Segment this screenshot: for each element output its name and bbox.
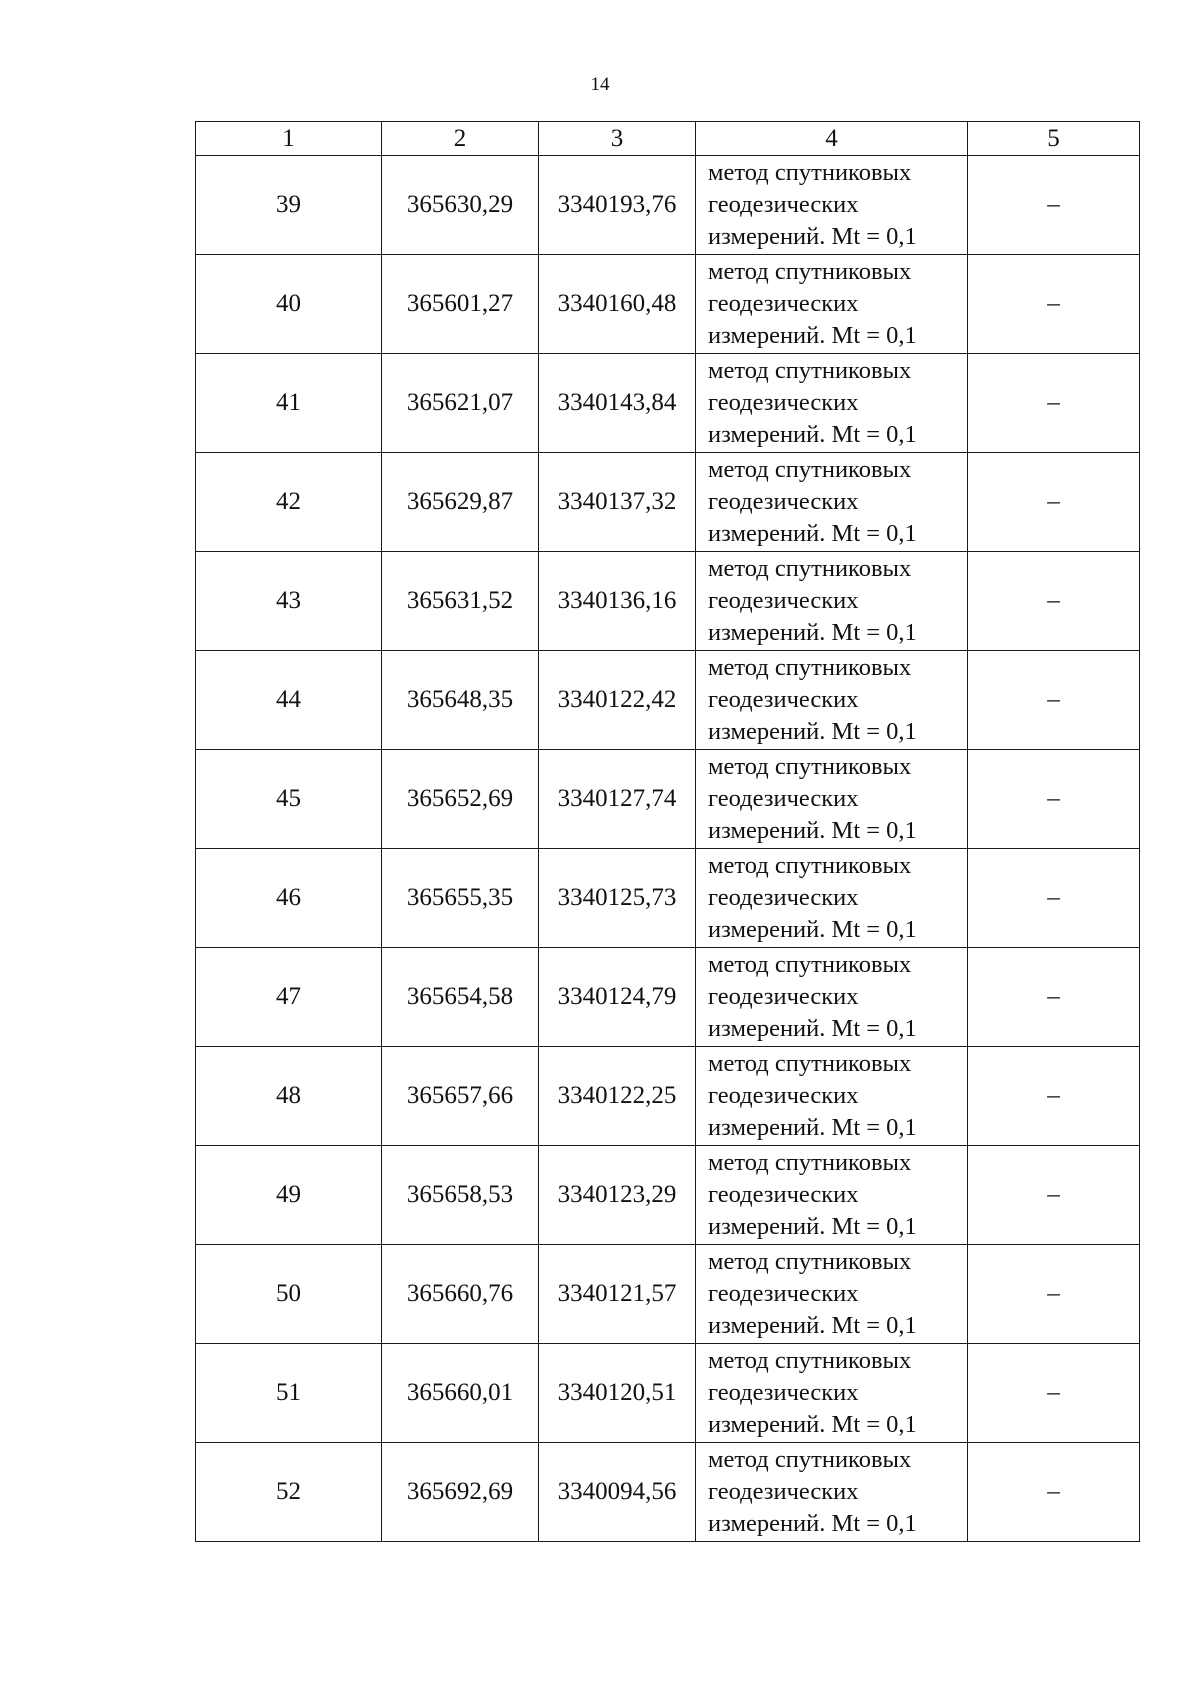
coordinates-table xyxy=(195,121,1140,1542)
point-number-cell: 40 xyxy=(196,255,382,354)
y-coordinate-cell: 3340160,48 xyxy=(539,255,696,354)
x-coordinate-cell: 365660,01 xyxy=(382,1344,539,1443)
table-row xyxy=(196,1047,1140,1146)
column-header: 2 xyxy=(382,122,539,156)
y-coordinate-cell: 3340143,84 xyxy=(539,354,696,453)
table-row xyxy=(196,255,1140,354)
note-cell: – xyxy=(968,948,1140,1047)
method-line: метод спутниковых xyxy=(708,456,912,483)
method-cell xyxy=(696,651,968,750)
method-line: измерений. Mt = 0,1 xyxy=(708,916,917,943)
method-line: геодезических xyxy=(708,1478,859,1505)
method-cell xyxy=(696,1047,968,1146)
table-row xyxy=(196,552,1140,651)
method-line: геодезических xyxy=(708,1181,859,1208)
method-line: геодезических xyxy=(708,488,859,515)
method-line: измерений. Mt = 0,1 xyxy=(708,520,917,547)
method-cell xyxy=(696,948,968,1047)
method-cell xyxy=(696,453,968,552)
table-row xyxy=(196,156,1140,255)
column-header: 5 xyxy=(968,122,1140,156)
y-coordinate-cell: 3340094,56 xyxy=(539,1443,696,1542)
note-cell: – xyxy=(968,255,1140,354)
method-line: метод спутниковых xyxy=(708,753,912,780)
method-line: метод спутниковых xyxy=(708,852,912,879)
point-number-cell: 47 xyxy=(196,948,382,1047)
method-line: измерений. Mt = 0,1 xyxy=(708,322,917,349)
note-cell: – xyxy=(968,750,1140,849)
table-header-row xyxy=(196,122,1140,156)
x-coordinate-cell: 365657,66 xyxy=(382,1047,539,1146)
method-line: геодезических xyxy=(708,389,859,416)
y-coordinate-cell: 3340120,51 xyxy=(539,1344,696,1443)
note-cell: – xyxy=(968,552,1140,651)
x-coordinate-cell: 365655,35 xyxy=(382,849,539,948)
point-number-cell: 41 xyxy=(196,354,382,453)
method-line: метод спутниковых xyxy=(708,159,912,186)
point-number-cell: 50 xyxy=(196,1245,382,1344)
y-coordinate-cell: 3340137,32 xyxy=(539,453,696,552)
method-line: геодезических xyxy=(708,983,859,1010)
note-cell: – xyxy=(968,1443,1140,1542)
method-line: измерений. Mt = 0,1 xyxy=(708,421,917,448)
method-line: геодезических xyxy=(708,191,859,218)
method-line: измерений. Mt = 0,1 xyxy=(708,223,917,250)
method-line: геодезических xyxy=(708,1082,859,1109)
table-body xyxy=(196,156,1140,1542)
y-coordinate-cell: 3340125,73 xyxy=(539,849,696,948)
table-row xyxy=(196,849,1140,948)
note-cell: – xyxy=(968,1047,1140,1146)
method-cell xyxy=(696,552,968,651)
method-line: измерений. Mt = 0,1 xyxy=(708,1114,917,1141)
point-number-cell: 43 xyxy=(196,552,382,651)
method-line: метод спутниковых xyxy=(708,1149,912,1176)
method-line: метод спутниковых xyxy=(708,654,912,681)
x-coordinate-cell: 365692,69 xyxy=(382,1443,539,1542)
table-row xyxy=(196,750,1140,849)
point-number-cell: 51 xyxy=(196,1344,382,1443)
method-line: измерений. Mt = 0,1 xyxy=(708,1213,917,1240)
method-line: метод спутниковых xyxy=(708,1050,912,1077)
column-header: 4 xyxy=(696,122,968,156)
y-coordinate-cell: 3340121,57 xyxy=(539,1245,696,1344)
method-cell xyxy=(696,1443,968,1542)
y-coordinate-cell: 3340124,79 xyxy=(539,948,696,1047)
x-coordinate-cell: 365629,87 xyxy=(382,453,539,552)
method-cell xyxy=(696,156,968,255)
method-line: метод спутниковых xyxy=(708,1248,912,1275)
point-number-cell: 42 xyxy=(196,453,382,552)
point-number-cell: 39 xyxy=(196,156,382,255)
table-row xyxy=(196,948,1140,1047)
note-cell: – xyxy=(968,453,1140,552)
x-coordinate-cell: 365601,27 xyxy=(382,255,539,354)
method-line: метод спутниковых xyxy=(708,1347,912,1374)
y-coordinate-cell: 3340136,16 xyxy=(539,552,696,651)
table-row xyxy=(196,1146,1140,1245)
method-line: метод спутниковых xyxy=(708,555,912,582)
y-coordinate-cell: 3340127,74 xyxy=(539,750,696,849)
method-cell xyxy=(696,255,968,354)
method-line: геодезических xyxy=(708,587,859,614)
method-line: метод спутниковых xyxy=(708,1446,912,1473)
method-line: измерений. Mt = 0,1 xyxy=(708,1312,917,1339)
method-line: метод спутниковых xyxy=(708,951,912,978)
method-line: измерений. Mt = 0,1 xyxy=(708,1015,917,1042)
y-coordinate-cell: 3340122,42 xyxy=(539,651,696,750)
note-cell: – xyxy=(968,1146,1140,1245)
table-row xyxy=(196,453,1140,552)
point-number-cell: 49 xyxy=(196,1146,382,1245)
method-line: геодезических xyxy=(708,884,859,911)
table-row xyxy=(196,1443,1140,1542)
x-coordinate-cell: 365658,53 xyxy=(382,1146,539,1245)
method-cell xyxy=(696,849,968,948)
method-line: геодезических xyxy=(708,290,859,317)
point-number-cell: 44 xyxy=(196,651,382,750)
x-coordinate-cell: 365621,07 xyxy=(382,354,539,453)
table-row xyxy=(196,354,1140,453)
point-number-cell: 45 xyxy=(196,750,382,849)
method-cell xyxy=(696,750,968,849)
y-coordinate-cell: 3340122,25 xyxy=(539,1047,696,1146)
table-row xyxy=(196,651,1140,750)
point-number-cell: 48 xyxy=(196,1047,382,1146)
y-coordinate-cell: 3340123,29 xyxy=(539,1146,696,1245)
x-coordinate-cell: 365631,52 xyxy=(382,552,539,651)
column-header: 3 xyxy=(539,122,696,156)
note-cell: – xyxy=(968,849,1140,948)
method-line: измерений. Mt = 0,1 xyxy=(708,718,917,745)
column-header: 1 xyxy=(196,122,382,156)
method-line: измерений. Mt = 0,1 xyxy=(708,1411,917,1438)
method-line: метод спутниковых xyxy=(708,258,912,285)
note-cell: – xyxy=(968,156,1140,255)
method-line: геодезических xyxy=(708,686,859,713)
note-cell: – xyxy=(968,1245,1140,1344)
method-line: геодезических xyxy=(708,1379,859,1406)
method-cell xyxy=(696,1344,968,1443)
method-cell xyxy=(696,354,968,453)
point-number-cell: 52 xyxy=(196,1443,382,1542)
x-coordinate-cell: 365654,58 xyxy=(382,948,539,1047)
method-line: измерений. Mt = 0,1 xyxy=(708,817,917,844)
method-line: геодезических xyxy=(708,1280,859,1307)
method-cell xyxy=(696,1146,968,1245)
note-cell: – xyxy=(968,354,1140,453)
method-cell xyxy=(696,1245,968,1344)
x-coordinate-cell: 365652,69 xyxy=(382,750,539,849)
note-cell: – xyxy=(968,651,1140,750)
method-line: измерений. Mt = 0,1 xyxy=(708,619,917,646)
point-number-cell: 46 xyxy=(196,849,382,948)
page-number: 14 xyxy=(590,74,610,95)
x-coordinate-cell: 365660,76 xyxy=(382,1245,539,1344)
x-coordinate-cell: 365648,35 xyxy=(382,651,539,750)
method-line: метод спутниковых xyxy=(708,357,912,384)
y-coordinate-cell: 3340193,76 xyxy=(539,156,696,255)
x-coordinate-cell: 365630,29 xyxy=(382,156,539,255)
table-row xyxy=(196,1344,1140,1443)
note-cell: – xyxy=(968,1344,1140,1443)
method-line: измерений. Mt = 0,1 xyxy=(708,1510,917,1537)
method-line: геодезических xyxy=(708,785,859,812)
table-row xyxy=(196,1245,1140,1344)
